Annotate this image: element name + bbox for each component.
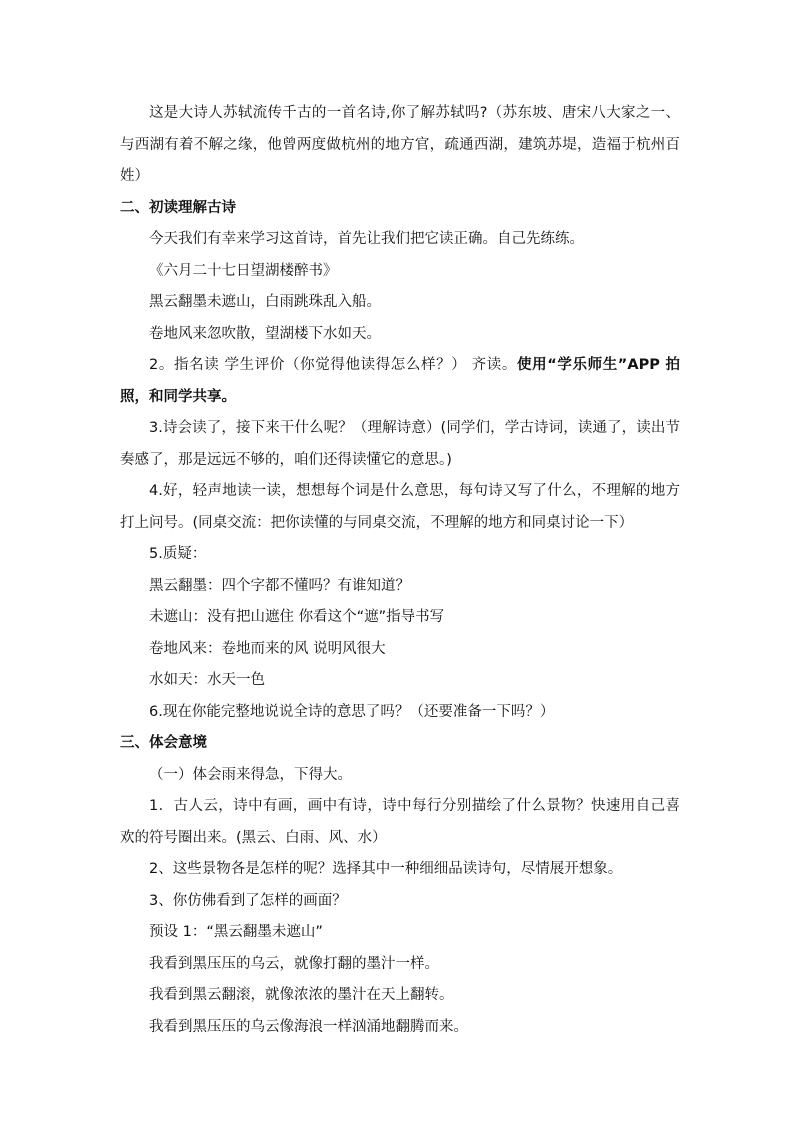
item-2-paragraph [120, 350, 680, 413]
step-3-paragraph: 3、你仿佛看到了怎样的画面？ [149, 892, 347, 909]
intro-paragraph: 这是大诗人苏轼流传千古的一首名诗,你了解苏轼吗?（苏东坡、唐宋八大家之一、与西湖有着不解之缘，他曾两度做杭州的地方官，疏通西湖，建筑苏堤，造福于杭州百姓） [120, 105, 680, 184]
item-4-paragraph: 4.好，轻声地读一读，想想每个词是什么意思，每句诗又写了什么，不理解的地方打上问号。(同桌交流：把你读懂的与同桌交流，不理解的地方和同桌讨论一下） [120, 483, 680, 531]
lead-text: 今天我们有幸来学习这首诗，首先让我们把它读正确。自己先练练。 [149, 231, 584, 247]
answer-2: 我看到黑云翻滚，就像浓浓的墨汁在天上翻转。 [149, 987, 454, 1003]
item-3-paragraph: 3.诗会读了，接下来干什么呢？（理解诗意）(同学们，学古诗词，读通了，读出节奏感了，那是远远不够的，咱们还得读懂它的意思。) [120, 420, 680, 468]
poem-line-2: 卷地风来忽吹散，望湖楼下水如天。 [149, 325, 381, 342]
section-heading-initial-reading: 二、初读理解古诗 [120, 199, 236, 216]
document-page [120, 98, 680, 1043]
subsection-1-title: （一）体会雨来得急，下得大。 [149, 766, 352, 783]
question-3: 卷地风来：卷地而来的风 说明风很大 [149, 640, 386, 657]
item-2-bold-instruction: 使用“学乐师生”APP 拍照，和同学共享。 [120, 357, 680, 405]
step-1-paragraph: 1．古人云，诗中有画，画中有诗，诗中每行分别描绘了什么景物？快速用自己喜欢的符号圈出来。(黑云、白雨、风、水） [120, 798, 680, 846]
step-2-paragraph: 2、这些景物各是怎样的呢？选择其中一种细细品读诗句，尽情展开想象。 [149, 861, 623, 877]
poem-title: 《六月二十七日望湖楼醉书》 [149, 262, 338, 279]
item-6-paragraph: 6.现在你能完整地说说全诗的意思了吗？（还要准备一下吗？） [149, 703, 555, 720]
poem-line-1: 黑云翻墨未遮山，白雨跳珠乱入船。 [149, 294, 381, 310]
question-2: 未遮山：没有把山遮住 你看这个“遮”指导书写 [149, 609, 445, 625]
preset-1-label: 预设 1：“黑云翻墨未遮山” [149, 924, 323, 940]
question-1: 黑云翻墨：四个字都不懂吗？有谁知道？ [149, 577, 410, 594]
item-2-text: 2。指名读 学生评价（你觉得他读得怎么样？） 齐读。 [149, 357, 517, 373]
answer-1: 我看到黑压压的乌云，就像打翻的墨汁一样。 [149, 955, 439, 972]
answer-3: 我看到黑压压的乌云像海浪一样汹涌地翻腾而来。 [149, 1018, 468, 1035]
question-4: 水如天：水天一色 [149, 672, 265, 688]
item-5-label: 5.质疑： [149, 546, 207, 562]
section-heading-imagery: 三、体会意境 [120, 735, 207, 751]
